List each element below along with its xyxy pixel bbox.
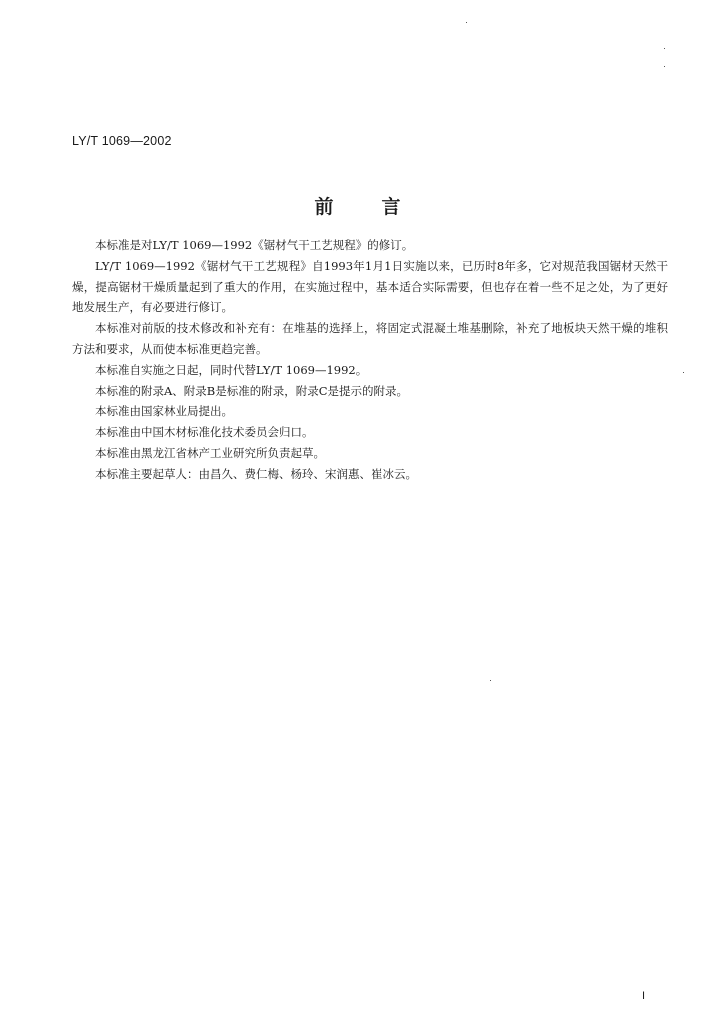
paragraph-administrator: 本标准由中国木材标准化技术委员会归口。 — [95, 425, 314, 440]
scan-speck — [664, 66, 665, 67]
paragraph-drafting-unit: 本标准由黑龙江省林产工业研究所负责起草。 — [95, 445, 325, 460]
paragraph-appendices: 本标准的附录A、附录B是标准的附录，附录C是提示的附录。 — [95, 383, 409, 398]
scan-speck — [490, 680, 491, 681]
foreword-body — [72, 235, 668, 485]
page-number: I — [642, 990, 646, 1002]
paragraph-drafters: 本标准主要起草人：由昌久、费仁梅、杨玲、宋润惠、崔冰云。 — [95, 466, 417, 481]
scan-speck — [466, 22, 467, 23]
paragraph-replacement: 本标准自实施之日起，同时代替LY/T 1069—1992。 — [95, 362, 368, 377]
paragraph-proposer: 本标准由国家林业局提出。 — [95, 404, 233, 419]
standard-code: LY/T 1069—2002 — [72, 134, 172, 148]
scan-speck — [683, 372, 684, 373]
page-title: 前言 — [314, 196, 449, 218]
scan-speck — [664, 48, 665, 49]
paragraph-revision-note: 本标准是对LY/T 1069—1992《锯材气干工艺规程》的修订。 — [95, 238, 414, 252]
paragraph-background: LY/T 1069—1992《锯材气干工艺规程》自1993年1月1日实施以来，已历时8年多，它对规范我国锯材天然干燥，提高锯材干燥质量起到了重大的作用，在实施过程中，基本适合实际需要，但也存在着一些不足之处，为了更好地发展生产，有必要进行修订。 — [72, 258, 668, 315]
paragraph-technical-changes: 本标准对前版的技术修改和补充有：在堆基的选择上，将固定式混凝土堆基删除，补充了地板块天然干燥的堆积方法和要求，从而使本标准更趋完善。 — [72, 321, 668, 356]
